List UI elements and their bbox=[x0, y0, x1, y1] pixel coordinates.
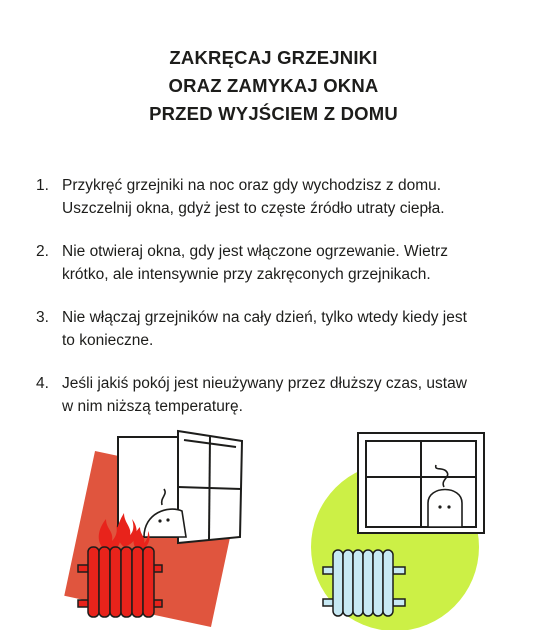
tip-item bbox=[36, 306, 516, 352]
tips-list bbox=[36, 174, 516, 438]
title-line-3: PRZED WYJŚCIEM Z DOMU bbox=[149, 103, 398, 124]
tip-text-line: Nie włączaj grzejników na cały dzień, tylko wtedy kiedy jest bbox=[62, 309, 467, 326]
illustrations bbox=[0, 425, 547, 630]
tip-text-line: to konieczne. bbox=[62, 332, 154, 349]
tip-text-line: Jeśli jakiś pokój jest nieużywany przez dłuższy czas, ustaw bbox=[62, 375, 467, 392]
hot-radiator-icon bbox=[78, 547, 162, 617]
tip-text-line: Nie otwieraj okna, gdy jest włączone ogrzewanie. Wietrz bbox=[62, 243, 448, 260]
tip-item bbox=[36, 372, 516, 418]
good-example-illustration bbox=[311, 433, 484, 630]
tip-number: 4. bbox=[36, 375, 49, 392]
tip-number: 2. bbox=[36, 243, 49, 260]
cool-radiator-icon bbox=[323, 550, 405, 616]
title-line-1: ZAKRĘCAJ GRZEJNIKI bbox=[169, 47, 378, 68]
tip-text-line: Przykręć grzejniki na noc oraz gdy wychodzisz z domu. bbox=[62, 177, 442, 194]
tip-text-line: Uszczelnij okna, gdyż jest to częste źródło utraty ciepła. bbox=[62, 200, 445, 217]
tip-text-line: w nim niższą temperaturę. bbox=[62, 398, 243, 415]
tip-number: 3. bbox=[36, 309, 49, 326]
title-line-2: ORAZ ZAMYKAJ OKNA bbox=[168, 75, 379, 96]
closed-window-icon bbox=[358, 433, 484, 533]
page-title bbox=[0, 44, 547, 128]
tip-number: 1. bbox=[36, 177, 49, 194]
tip-item bbox=[36, 174, 516, 220]
tip-item bbox=[36, 240, 516, 286]
bad-example-illustration bbox=[64, 431, 242, 627]
tip-text-line: krótko, ale intensywnie przy zakręconych grzejnikach. bbox=[62, 266, 431, 283]
